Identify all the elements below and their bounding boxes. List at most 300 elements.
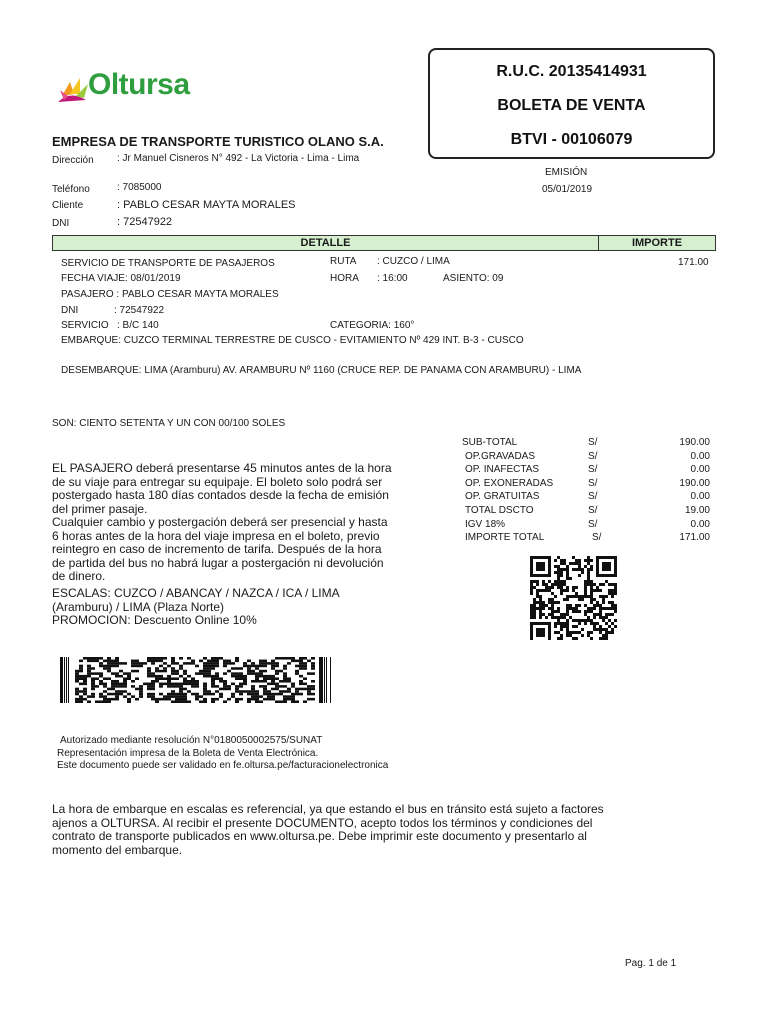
barcode-module (107, 698, 111, 701)
barcode-module (239, 685, 243, 688)
company-name: EMPRESA DE TRANSPORTE TURISTICO OLANO S.A. (52, 134, 384, 149)
barcode-module (307, 688, 311, 691)
barcode-module (159, 685, 163, 688)
qr-module (566, 610, 569, 613)
barcode-module (187, 675, 191, 678)
barcode-module (99, 680, 103, 683)
qr-module (596, 586, 599, 589)
barcode-module (111, 672, 115, 675)
barcode-module (251, 690, 255, 693)
barcode-module (199, 670, 203, 673)
barcode-module (203, 667, 207, 670)
qr-module (560, 637, 563, 640)
barcode-module (267, 698, 271, 701)
qr-module (590, 592, 593, 595)
barcode-bar (60, 657, 63, 703)
barcode-module (115, 657, 119, 660)
barcode-module (295, 670, 299, 673)
qr-module (557, 577, 560, 580)
barcode-module (155, 657, 159, 660)
barcode-module (187, 680, 191, 683)
qr-finder (530, 556, 533, 577)
qr-module (530, 580, 533, 583)
barcode-module (215, 698, 219, 701)
barcode-module (187, 690, 191, 693)
barcode-module (295, 688, 299, 691)
barcode-module (259, 700, 263, 703)
barcode-module (111, 683, 115, 686)
qr-module (551, 598, 554, 601)
barcode-module (199, 695, 203, 698)
barcode-module (135, 660, 139, 663)
document-id-box (428, 48, 715, 159)
barcode-module (139, 695, 143, 698)
qr-module (572, 562, 575, 565)
barcode-module (311, 688, 315, 691)
qr-module (593, 622, 596, 625)
barcode-module (115, 685, 119, 688)
barcode-module (163, 662, 167, 665)
qr-module (587, 571, 590, 574)
qr-module (536, 607, 539, 610)
barcode-module (275, 672, 279, 675)
barcode-module (91, 693, 95, 696)
barcode-module (235, 667, 239, 670)
barcode-module (115, 662, 119, 665)
page-number: Pag. 1 de 1 (625, 958, 677, 969)
barcode-module (231, 675, 235, 678)
qr-finder (602, 562, 611, 571)
barcode-module (167, 680, 171, 683)
qr-module (575, 610, 578, 613)
barcode-module (299, 688, 303, 691)
barcode-module (287, 695, 291, 698)
qr-module (590, 559, 593, 562)
barcode-module (303, 665, 307, 668)
totals-amount: 0.00 (690, 464, 710, 475)
qr-module (578, 562, 581, 565)
barcode-module (87, 672, 91, 675)
barcode-module (139, 693, 143, 696)
barcode-module (159, 665, 163, 668)
barcode-module (219, 693, 223, 696)
barcode-module (263, 685, 267, 688)
qr-module (593, 607, 596, 610)
barcode-module (303, 677, 307, 680)
barcode-module (203, 675, 207, 678)
qr-module (590, 583, 593, 586)
barcode-module (207, 660, 211, 663)
barcode-module (91, 680, 95, 683)
barcode-module (115, 693, 119, 696)
qr-module (581, 634, 584, 637)
barcode-module (151, 660, 155, 663)
qr-module (557, 637, 560, 640)
barcode-module (239, 683, 243, 686)
qr-module (557, 631, 560, 634)
qr-module (593, 604, 596, 607)
barcode-module (147, 657, 151, 660)
qr-module (572, 619, 575, 622)
qr-module (581, 568, 584, 571)
barcode-module (215, 690, 219, 693)
qr-module (554, 571, 557, 574)
qr-module (599, 604, 602, 607)
barcode-module (147, 672, 151, 675)
qr-module (587, 634, 590, 637)
barcode-module (175, 670, 179, 673)
qr-module (581, 619, 584, 622)
qr-module (599, 616, 602, 619)
barcode-module (159, 670, 163, 673)
barcode-module (75, 675, 79, 678)
barcode-module (311, 672, 315, 675)
qr-module (554, 565, 557, 568)
qr-module (560, 586, 563, 589)
barcode-module (243, 662, 247, 665)
barcode-module (111, 660, 115, 663)
barcode-module (115, 665, 119, 668)
barcode-module (239, 675, 243, 678)
barcode-module (223, 683, 227, 686)
emission-date: 05/01/2019 (542, 184, 593, 195)
qr-module (542, 613, 545, 616)
barcode-module (279, 700, 283, 703)
barcode-module (239, 698, 243, 701)
qr-module (584, 586, 587, 589)
qr-module (587, 577, 590, 580)
barcode-module (235, 698, 239, 701)
barcode-module (199, 660, 203, 663)
barcode-module (131, 660, 135, 663)
barcode-module (127, 675, 131, 678)
barcode-module (111, 698, 115, 701)
qr-module (533, 613, 536, 616)
qr-module (599, 595, 602, 598)
barcode-module (151, 685, 155, 688)
qr-finder (548, 622, 551, 640)
qr-module (590, 580, 593, 583)
barcode-module (239, 690, 243, 693)
barcode-module (83, 680, 87, 683)
qr-module (614, 610, 617, 613)
barcode-module (107, 693, 111, 696)
qr-module (587, 562, 590, 565)
barcode-module (203, 698, 207, 701)
qr-module (590, 619, 593, 622)
qr-module (611, 589, 614, 592)
barcode-module (123, 683, 127, 686)
qr-module (599, 610, 602, 613)
qr-module (584, 595, 587, 598)
qr-module (593, 613, 596, 616)
barcode-module (155, 677, 159, 680)
barcode-module (223, 685, 227, 688)
barcode-module (207, 667, 211, 670)
barcode-module (275, 700, 279, 703)
qr-module (602, 637, 605, 640)
company-logo (56, 70, 246, 106)
qr-module (551, 610, 554, 613)
qr-module (599, 625, 602, 628)
qr-module (611, 592, 614, 595)
barcode-module (171, 685, 175, 688)
qr-module (542, 580, 545, 583)
barcode-module (307, 693, 311, 696)
qr-module (575, 637, 578, 640)
qr-module (557, 601, 560, 604)
barcode-module (259, 672, 263, 675)
barcode-module (175, 698, 179, 701)
barcode-module (271, 660, 275, 663)
barcode-module (271, 677, 275, 680)
barcode-module (291, 685, 295, 688)
qr-module (551, 604, 554, 607)
service-description: SERVICIO DE TRANSPORTE DE PASAJEROS (61, 258, 275, 269)
barcode-module (75, 700, 79, 703)
barcode-module (87, 657, 91, 660)
barcode-module (175, 693, 179, 696)
qr-module (587, 583, 590, 586)
barcode-module (239, 677, 243, 680)
barcode-module (131, 695, 135, 698)
barcode-module (259, 662, 263, 665)
barcode-module (123, 685, 127, 688)
qr-module (557, 574, 560, 577)
notice-line: postergado hasta 180 días contados desde la fecha de emisión (52, 488, 389, 502)
barcode-module (103, 665, 107, 668)
barcode-module (175, 677, 179, 680)
totals-label: IMPORTE TOTAL (465, 532, 545, 543)
qr-module (575, 592, 578, 595)
barcode-module (99, 683, 103, 686)
barcode-module (191, 685, 195, 688)
barcode-module (103, 677, 107, 680)
barcode-module (75, 690, 79, 693)
phone-value: : 7085000 (117, 182, 162, 193)
qr-module (575, 595, 578, 598)
qr-module (533, 580, 536, 583)
barcode-module (231, 662, 235, 665)
qr-code (530, 556, 618, 640)
barcode-module (255, 672, 259, 675)
barcode-module (207, 670, 211, 673)
barcode-module (147, 688, 151, 691)
qr-module (578, 622, 581, 625)
totals-row (465, 505, 710, 518)
footer-line: contrato de transporte publicados en www.oltursa.pe. Debe imprimir este documento y presentarlo al (52, 829, 587, 843)
barcode-module (203, 662, 207, 665)
passenger-dni-label: DNI (61, 305, 79, 316)
qr-module (584, 589, 587, 592)
qr-module (587, 556, 590, 559)
qr-module (560, 583, 563, 586)
qr-module (542, 583, 545, 586)
qr-module (578, 574, 581, 577)
qr-module (551, 586, 554, 589)
barcode-module (291, 693, 295, 696)
barcode-module (243, 677, 247, 680)
qr-module (590, 568, 593, 571)
barcode-module (135, 698, 139, 701)
barcode-module (275, 657, 279, 660)
qr-module (608, 613, 611, 616)
barcode-module (307, 685, 311, 688)
barcode-module (87, 670, 91, 673)
qr-module (566, 589, 569, 592)
barcode-module (167, 677, 171, 680)
qr-module (557, 568, 560, 571)
barcode-module (167, 693, 171, 696)
totals-row (465, 491, 710, 504)
barcode-module (303, 688, 307, 691)
qr-finder (536, 628, 545, 637)
totals-label: OP. EXONERADAS (465, 478, 554, 489)
qr-module (569, 607, 572, 610)
barcode-module (271, 693, 275, 696)
barcode-module (99, 662, 103, 665)
barcode-bar (330, 657, 331, 703)
barcode-module (159, 693, 163, 696)
qr-module (575, 625, 578, 628)
barcode-module (79, 677, 83, 680)
barcode-module (279, 657, 283, 660)
barcode-module (103, 683, 107, 686)
barcode-module (179, 688, 183, 691)
barcode-module (211, 660, 215, 663)
qr-module (602, 607, 605, 610)
qr-module (536, 589, 539, 592)
qr-module (557, 607, 560, 610)
qr-module (536, 580, 539, 583)
barcode-module (295, 672, 299, 675)
barcode-module (107, 677, 111, 680)
barcode-module (111, 665, 115, 668)
qr-module (560, 592, 563, 595)
barcode-module (255, 665, 259, 668)
passenger-notice (52, 462, 392, 584)
footer-line: La hora de embarque en escalas es referencial, ya que estando el bus en tránsito está sujeto a factores (52, 802, 604, 816)
totals-label: OP.GRAVADAS (465, 451, 536, 462)
qr-module (557, 556, 560, 559)
barcode-module (115, 672, 119, 675)
barcode-module (115, 695, 119, 698)
qr-module (590, 565, 593, 568)
barcode-module (79, 670, 83, 673)
barcode-module (163, 667, 167, 670)
client-label: Cliente (52, 200, 84, 211)
qr-module (608, 619, 611, 622)
qr-module (572, 607, 575, 610)
barcode-module (139, 688, 143, 691)
barcode-module (295, 690, 299, 693)
qr-module (608, 607, 611, 610)
barcode-module (223, 665, 227, 668)
barcode-module (127, 672, 131, 675)
qr-module (602, 619, 605, 622)
barcode-module (95, 672, 99, 675)
qr-module (539, 613, 542, 616)
barcode-module (215, 685, 219, 688)
barcode-module (175, 662, 179, 665)
barcode-module (123, 695, 127, 698)
qr-module (551, 616, 554, 619)
barcode-module (227, 688, 231, 691)
barcode-module (199, 672, 203, 675)
qr-module (560, 628, 563, 631)
barcode-module (183, 680, 187, 683)
barcode-module (103, 698, 107, 701)
qr-module (566, 595, 569, 598)
barcode-module (163, 657, 167, 660)
qr-module (584, 610, 587, 613)
barcode-module (299, 662, 303, 665)
barcode-module (283, 665, 287, 668)
barcode-module (299, 667, 303, 670)
barcode-module (195, 698, 199, 701)
barcode-module (303, 667, 307, 670)
barcode-module (311, 657, 315, 660)
qr-module (536, 583, 539, 586)
barcode-module (99, 695, 103, 698)
barcode-module (211, 657, 215, 660)
barcode-module (175, 695, 179, 698)
qr-module (584, 580, 587, 583)
barcode-module (211, 677, 215, 680)
qr-finder (530, 622, 533, 640)
barcode-module (259, 675, 263, 678)
qr-module (587, 568, 590, 571)
barcode-module (247, 665, 251, 668)
qr-finder (596, 556, 617, 559)
barcode-module (131, 662, 135, 665)
qr-module (530, 616, 533, 619)
barcode-module (207, 693, 211, 696)
barcode-module (119, 670, 123, 673)
barcode-module (291, 657, 295, 660)
qr-module (563, 625, 566, 628)
barcode-module (251, 685, 255, 688)
barcode-module (259, 680, 263, 683)
barcode-module (119, 685, 123, 688)
barcode-module (79, 675, 83, 678)
barcode-module (251, 698, 255, 701)
time-value: : 16:00 (377, 273, 408, 284)
qr-module (566, 574, 569, 577)
totals-label: OP. INAFECTAS (465, 464, 540, 475)
qr-module (545, 604, 548, 607)
barcode-module (91, 660, 95, 663)
barcode-module (251, 680, 255, 683)
time-label: HORA (330, 273, 359, 284)
barcode-module (299, 680, 303, 683)
qr-module (599, 589, 602, 592)
qr-module (587, 619, 590, 622)
qr-module (575, 631, 578, 634)
qr-module (557, 619, 560, 622)
qr-module (554, 601, 557, 604)
qr-module (551, 607, 554, 610)
barcode-module (179, 693, 183, 696)
qr-module (575, 562, 578, 565)
barcode-module (171, 677, 175, 680)
barcode-module (91, 677, 95, 680)
barcode-module (155, 670, 159, 673)
emission-label: EMISIÓN (545, 167, 588, 178)
barcode-module (115, 683, 119, 686)
qr-module (611, 631, 614, 634)
qr-module (614, 586, 617, 589)
